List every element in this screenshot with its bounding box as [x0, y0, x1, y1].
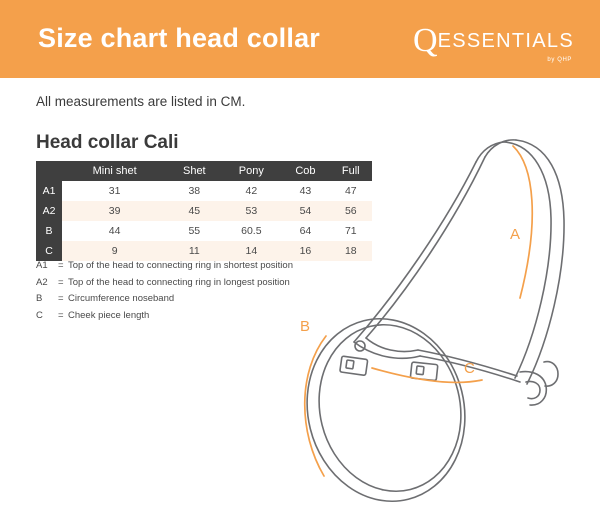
legend-item-a1: [36, 258, 293, 275]
cell-a1-shet: 38: [167, 181, 221, 201]
brand-wordmark: ESSENTIALS: [437, 30, 574, 52]
head-collar-illustration: [268, 110, 598, 510]
cell-a2-pony: 53: [221, 201, 281, 221]
legend-item-b: [36, 291, 293, 308]
row-label-b: B: [36, 221, 62, 241]
illustration-label-b: B: [300, 318, 311, 335]
head-collar-drawing: [268, 110, 598, 510]
illustration-label-a: A: [510, 226, 521, 243]
cell-b-cob: 64: [281, 221, 329, 241]
legend-equals: =: [58, 293, 64, 304]
cell-a2-shet: 45: [167, 201, 221, 221]
cell-a1-cob: 43: [281, 181, 329, 201]
legend-text-c: Cheek piece length: [68, 309, 150, 321]
legend: [36, 258, 293, 324]
cell-c-shet: 11: [167, 241, 221, 261]
cell-a1-mini-shet: 31: [62, 181, 167, 201]
row-label-c: C: [36, 241, 62, 261]
row-label-a2: A2: [36, 201, 62, 221]
column-header-pony: Pony: [221, 161, 281, 181]
row-label-a1: A1: [36, 181, 62, 201]
cell-a2-mini-shet: 39: [62, 201, 167, 221]
column-header-cob: Cob: [281, 161, 329, 181]
cell-c-cob: 16: [281, 241, 329, 261]
cell-c-mini-shet: 9: [62, 241, 167, 261]
legend-key-a1: A1: [36, 260, 48, 271]
column-header-shet: Shet: [167, 161, 221, 181]
legend-text-b: Circumference noseband: [68, 293, 175, 304]
legend-text-a1: Top of the head to connecting ring in shortest position: [68, 260, 293, 271]
brand-tagline: by QHP: [547, 57, 572, 63]
cell-b-shet: 55: [167, 221, 221, 241]
legend-key-a2: A2: [36, 276, 48, 288]
brand-logo: [413, 22, 574, 63]
cell-b-mini-shet: 44: [62, 221, 167, 241]
cell-c-full: 18: [330, 241, 372, 261]
legend-equals: =: [58, 260, 64, 271]
cell-c-pony: 14: [221, 241, 281, 261]
cell-a1-pony: 42: [221, 181, 281, 201]
measure-line-a: [513, 146, 532, 298]
section-title: Head collar Cali: [36, 132, 179, 153]
cell-a2-cob: 54: [281, 201, 329, 221]
legend-text-a2: Top of the head to connecting ring in longest position: [68, 276, 290, 288]
cell-b-full: 71: [330, 221, 372, 241]
table-corner-cell: [36, 161, 62, 181]
column-header-full: Full: [330, 161, 372, 181]
legend-item-a2: [36, 275, 293, 292]
cell-a2-full: 56: [330, 201, 372, 221]
legend-item-c: [36, 308, 293, 325]
legend-equals: =: [58, 276, 64, 288]
brand-q-letter: Q: [413, 22, 438, 59]
legend-key-c: C: [36, 309, 43, 321]
cell-a1-full: 47: [330, 181, 372, 201]
column-header-mini-shet: Mini shet: [62, 161, 167, 181]
legend-key-b: B: [36, 293, 43, 304]
page-title: Size chart head collar: [38, 23, 321, 54]
measurements-note: All measurements are listed in CM.: [36, 94, 246, 109]
page-header: [0, 0, 600, 78]
illustration-label-c: C: [464, 360, 475, 377]
legend-equals: =: [58, 309, 64, 321]
cell-b-pony: 60.5: [221, 221, 281, 241]
